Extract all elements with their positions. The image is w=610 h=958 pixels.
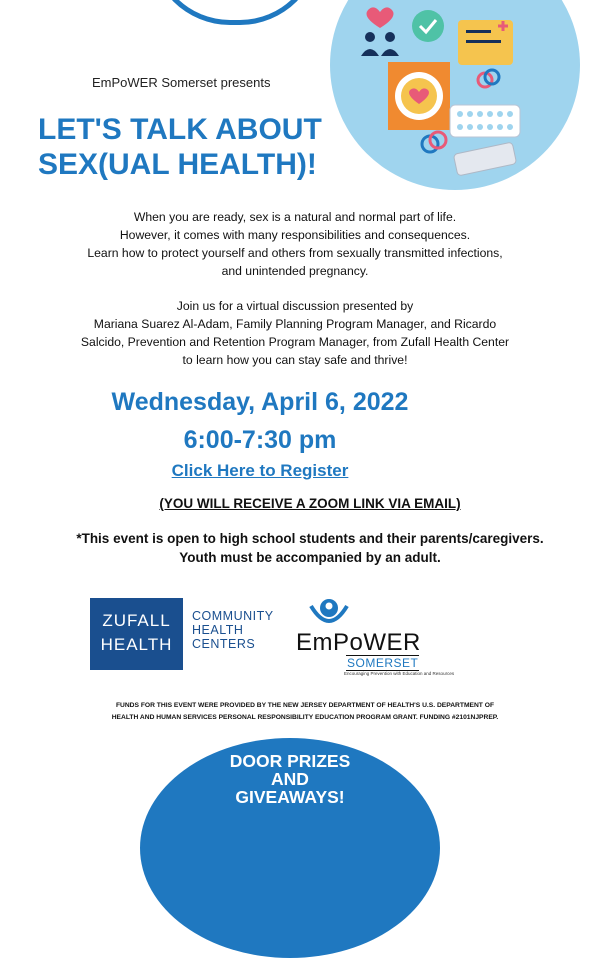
prize-line: AND: [271, 769, 309, 789]
check-bubble-icon: [412, 10, 444, 42]
zufall-logo-line: HEALTH: [100, 635, 173, 654]
eligibility-line: Youth must be accompanied by an adult.: [179, 550, 441, 565]
eligibility-line: *This event is open to high school students and their parents/caregivers.: [76, 531, 544, 546]
invite-line: Mariana Suarez Al-Adam, Family Planning Program Manager, and Ricardo: [93, 317, 497, 331]
invite-line: to learn how you can stay safe and thrive!: [182, 353, 408, 367]
zufall-subtitle: [192, 609, 274, 651]
prize-line: DOOR PRIZES: [229, 751, 351, 771]
decorative-top-arc: [150, 0, 320, 25]
title-line: LET'S TALK ABOUT: [38, 113, 322, 146]
clipboard-icon: [458, 20, 513, 65]
prize-banner-text: [195, 752, 385, 806]
heart-icon: [367, 7, 394, 28]
funding-line: FUNDS FOR THIS EVENT WERE PROVIDED BY THE NEW JERSEY DEPARTMENT OF HEALTH'S U.S. DEPARTMENT OF: [115, 702, 495, 709]
intro-paragraph: [30, 208, 560, 280]
presenter-line: EmPoWER Somerset presents: [92, 75, 271, 90]
people-icon: [361, 32, 399, 56]
page-title: [38, 112, 368, 182]
funding-statement: [30, 700, 580, 724]
condom-package-icon: [388, 62, 450, 130]
test-device-icon: [453, 142, 516, 176]
title-line: SEX(UAL HEALTH)!: [38, 148, 317, 181]
intro-line: When you are ready, sex is a natural and normal part of life.: [133, 210, 457, 224]
empower-person-icon: [307, 596, 351, 632]
register-link[interactable]: Click Here to Register: [171, 461, 349, 480]
intro-line: and unintended pregnancy.: [221, 264, 369, 278]
event-time: 6:00-7:30 pm: [183, 426, 337, 454]
zufall-sub-line: HEALTH: [192, 623, 244, 637]
empower-logo-name: EmPoWER: [296, 629, 421, 656]
zufall-logo: [90, 598, 183, 670]
intro-line: However, it comes with many responsibilities and consequences.: [119, 228, 471, 242]
event-date: Wednesday, April 6, 2022: [111, 388, 409, 416]
zufall-sub-line: CENTERS: [192, 637, 256, 651]
invite-line: Salcido, Prevention and Retention Program Manager, from Zufall Health Center: [80, 335, 510, 349]
eligibility-note: [30, 529, 590, 567]
gender-symbol-icon: [478, 70, 499, 87]
zufall-sub-line: COMMUNITY: [192, 609, 274, 623]
health-illustration: [340, 0, 550, 190]
invite-paragraph: [30, 297, 560, 369]
zufall-logo-line: ZUFALL: [102, 611, 171, 630]
funding-line: HEALTH AND HUMAN SERVICES PERSONAL RESPONSIBILITY EDUCATION PROGRAM GRANT. FUNDING #2101NJPREP.: [111, 714, 499, 721]
intro-line: Learn how to protect yourself and others from sexually transmitted infections,: [87, 246, 503, 260]
gender-symbol-icon: [422, 132, 446, 152]
empower-tagline: Encouraging Prevention with Education and Resources: [344, 671, 455, 676]
empower-logo-sub: SOMERSET: [347, 656, 419, 670]
invite-line: Join us for a virtual discussion presented by: [176, 299, 414, 313]
zoom-note: (YOU WILL RECEIVE A ZOOM LINK VIA EMAIL): [159, 496, 461, 511]
pill-pack-icon: [450, 105, 520, 137]
prize-line: GIVEAWAYS!: [235, 787, 345, 807]
